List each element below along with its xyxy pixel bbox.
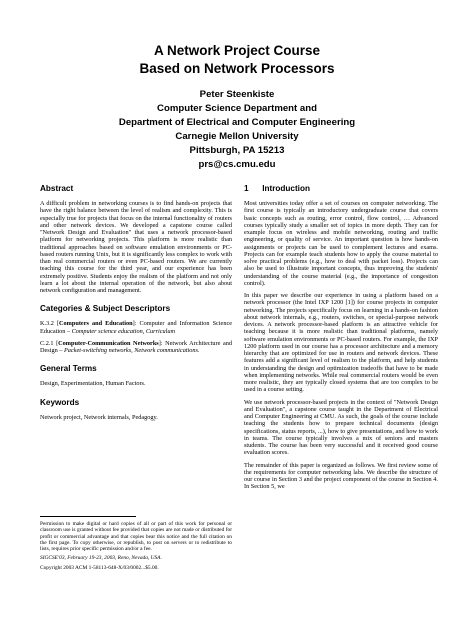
paper-title-line-1: A Network Project Course [153,43,321,58]
abstract-text: A difficult problem in networking courses is to find hands-on projects that have the right balance between the level of realism and complexity. This is especially true for projects that focus on the internal functionality of routers and other network devices. We developed a capstone course called "Network Design and Evaluation" that uses a network processor-based platform for networking projects. This platform is more realistic than traditional approaches based on software emulation environments or PC-based routers running Unix, but it is significantly less complex to work with than real commercial routers or even PC-based routers. We are currently teaching this course for the third year, and our experience has been extremely positive. Students enjoy the realism of the platform and not only learn a lot about the internal operation of the network, but also about network configuration and management. [40,200,232,294]
footnote-block [40,516,232,574]
general-terms-heading: General Terms [40,364,97,374]
introduction-paragraph-4: The remainder of this paper is organized as follows. We first review some of the requirements for computer networking labs. We describe the structure of our course in Section 3 and the project component of the course in Section 4. In Section 5, we [244,461,438,491]
keywords-text: Network project, Network internals, Pedagogy. [40,413,158,421]
category-1-terms: Computer science education, Curriculum [71,327,176,335]
author-university: Carnegie Mellon University [175,131,299,142]
introduction-heading: 1 Introduction [244,184,310,193]
abstract-heading: Abstract [40,184,74,193]
category-2-name: Computer-Communication Networks [58,339,159,347]
left-column [40,184,232,426]
keywords-heading: Keywords [40,397,80,407]
right-column [244,184,438,496]
introduction-paragraph-3: We use network processor-based projects in the context of "Network Design and Evaluation", a capstone course taught in the Department of Electrical and Computer Engineering at CMU. As such, the goals of the course include teaching the students how to prepare technical documents (design specifications, status reports, ...), how to give presentations, and how to work in teams. The course typically involves a mix of seniors and masters students. The course has been very successful and it received good course evaluation scores. [244,398,438,457]
author-affiliation-1: Computer Science Department and [157,103,317,114]
venue-line: SIGCSE'03, February 19-23, 2003, Reno, Nevada, USA. [40,555,162,562]
category-1-name: Computers and Education [59,320,133,328]
category-2-code: C.2.1 [ [40,339,59,347]
category-2-rest: ]: Network Architecture and Design – [40,339,232,354]
category-entry-1 [40,320,232,335]
category-2-terms: Packet-switching networks, Network communications. [63,347,200,354]
paper-title-line-2: Based on Network Processors [139,61,335,76]
author-name: Peter Steenkiste [199,89,275,100]
introduction-paragraph-2: In this paper we describe our experience in using a platform based on a network processor (the Intel IXP 1200 [1]) for course projects in computer networking. The projects specifically focus on learning in a hands-on fashion about network internals, e.g., routers, switches, or special-purpose network devices. A network processor-based platform is an attractive vehicle for teaching because it is more realistic than traditional platforms, namely software emulation environments or PC-based routers. For example, the IXP 1200 platform used in our course has a processor architecture and a memory hierarchy that are optimized for use in routers and network devices. These features add a significant level of realism to the platform, and help students in understanding the design and optimization tradeoffs that have to be made when implementing networks. While real commercial routers would be even more realistic, they are typically closed systems that are too complex to be used in a course setting. [244,292,438,394]
author-email[interactable]: prs@cs.cmu.edu [198,159,276,170]
category-entry-2 [40,340,232,355]
footnote-rule [40,516,136,517]
permission-notice: Permission to make digital or hard copies of all or part of this work for personal or classroom use is granted without fee provided that copies are not made or distributed for profit or commercial advantage and that copies bear this notice and the full citation on the first page. To copy otherwise, or republish, to post on servers or to redistribute to lists, requires prior specific permission and/or a fee. [40,521,232,553]
author-affiliation-2: Department of Electrical and Computer Engineering [118,117,356,128]
category-1-code: K.3.2 [ [40,320,60,328]
categories-heading: Categories & Subject Descriptors [40,304,171,314]
copyright-line: Copyright 2003 ACM 1-58113-648-X/03/0002...$5.00. [40,564,159,571]
category-1-rest: ]: Computer and Information Science Education – [40,320,232,335]
author-city: Pittsburgh, PA 15213 [189,145,285,156]
introduction-paragraph-1: Most universities today offer a set of courses on computer networking. The first course is typically an introductory undergraduate course that covers basic concepts such as routing, error control, flow control, … Advanced courses typically study a smaller set of topics in more depth. They can for example focus on wireless and mobile networking, routing and traffic engineering, or quality of service. An important question is how hands-on assignments or projects can be used to complement lectures and exams. Projects can for example teach students how to apply the course material to solve practical problems (e.g., how to deal with packet loss). Projects can also be used to illustrate important concepts, thus improving the students' understanding of the course material (e.g., the importance of congestion control). [244,200,438,287]
general-terms-text: Design, Experimentation, Human Factors. [40,380,146,388]
